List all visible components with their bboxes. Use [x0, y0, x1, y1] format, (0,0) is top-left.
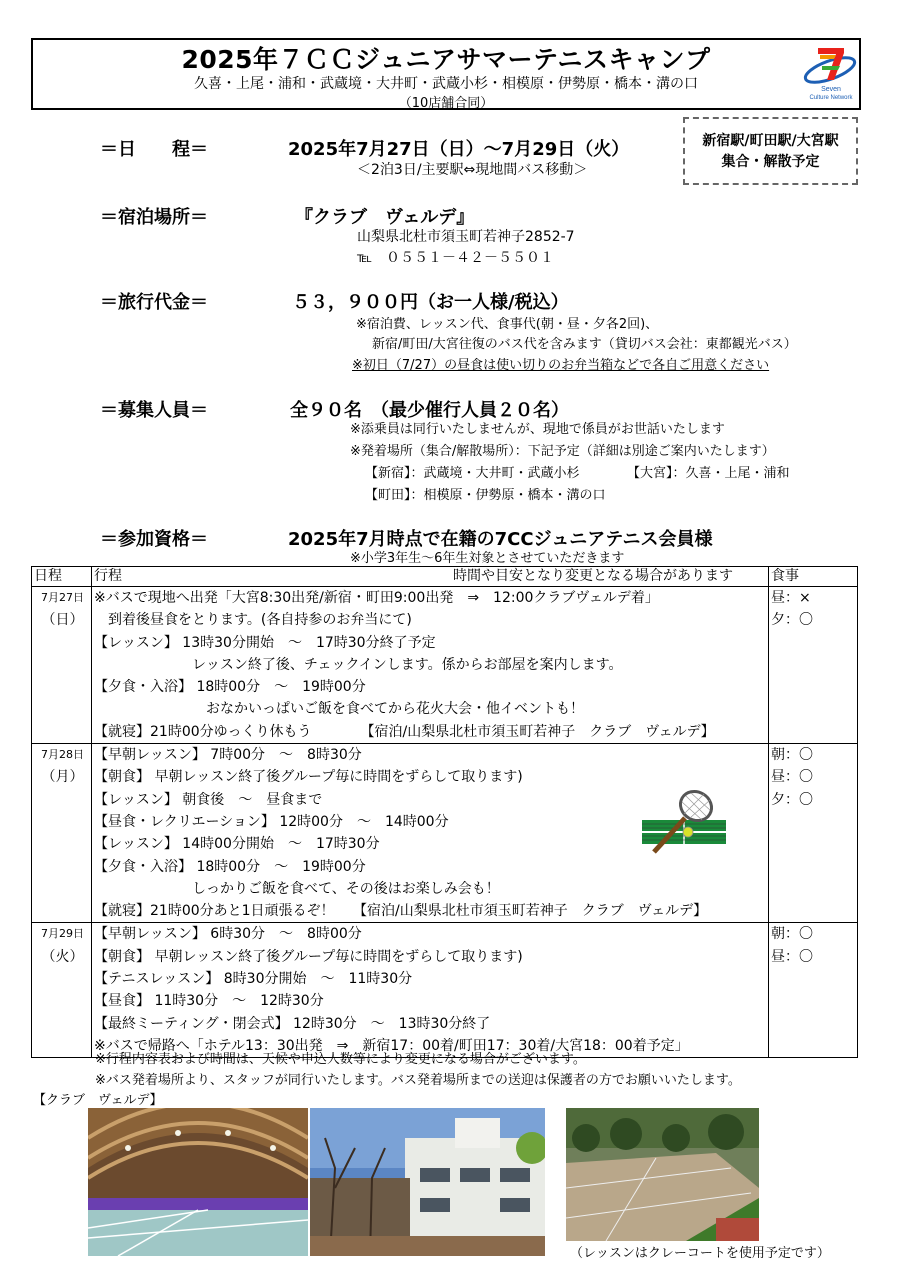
fee-note-1: ※宿泊費、レッスン代、食事代(朝・昼・夕各2回)、: [356, 317, 659, 332]
capacity-value: 全９０名 （最少催行人員２０名）: [290, 400, 569, 421]
lodging-name: 『クラブ ヴェルデ』: [295, 207, 475, 228]
store-list: 久喜・上尾・浦和・武蔵境・大井町・武蔵小杉・相模原・伊勢原・橋本・溝の口: [194, 76, 698, 92]
header-itinerary-label: 行程: [94, 568, 122, 584]
itinerary-line: ※バスで現地へ出発「大宮8:30出発/新宿・町田9:00出発 ⇒ 12:00クラブヴェルデ着」: [94, 590, 659, 606]
schedule-note: ＜2泊3日/主要駅⇔現地間バス移動＞: [357, 162, 588, 178]
day2-date: 7月28日: [41, 748, 84, 762]
meeting-note: 集合・解散予定: [721, 154, 820, 170]
itinerary-line: 【朝食】 早朝レッスン終了後グループ毎に時間をずらして取ります): [94, 769, 523, 786]
header-itinerary: [92, 567, 769, 587]
meal-item: 朝：〇: [771, 747, 813, 764]
photo-caption: （レッスンはクレーコートを使用予定です）: [570, 1246, 830, 1261]
capacity-label: ＝募集人員＝: [100, 400, 208, 421]
day1-dow: （日）: [41, 612, 84, 629]
eligibility-label: ＝参加資格＝: [100, 529, 208, 550]
store-count-note: （10店舗合同）: [398, 96, 494, 111]
itinerary-line: おなかいっぱいご飯を食べてから花火大会・他イベントも！: [94, 701, 584, 718]
logo-text-network: Culture Network: [809, 95, 853, 101]
eligibility-note: ※小学3年生～6年生対象とさせていただきます: [350, 551, 625, 566]
meal-item: 夕：〇: [771, 791, 813, 808]
itinerary-line: 【夕食・入浴】 18時00分 ～ 19時00分: [94, 858, 366, 875]
logo-text-seven: Seven: [821, 86, 841, 93]
meeting-stations: 新宿駅/町田駅/大宮駅: [702, 133, 839, 149]
itinerary-line: 【早朝レッスン】 7時00分 ～ 8時30分: [94, 747, 362, 764]
itinerary-line: 【夕食・入浴】 18時00分 ～ 19時00分: [94, 679, 366, 696]
itinerary-line: 【最終ミーティング・閉会式】 12時30分 ～ 13時30分終了: [94, 1015, 491, 1032]
day3-dow: （火）: [41, 948, 84, 965]
meal-item: 朝：〇: [771, 926, 813, 943]
itinerary-line: 【レッスン】 13時30分開始 ～ 17時30分終了予定: [94, 634, 436, 651]
lodging-label: ＝宿泊場所＝: [100, 207, 208, 228]
table-row-day1: [32, 587, 858, 744]
day1-itinerary: [92, 587, 769, 744]
clay-courts-photo: [566, 1108, 759, 1241]
meal-item: 昼：〇: [771, 769, 813, 786]
page-title: 2025年７ＣＣジュニアサマーテニスキャンプ: [181, 45, 711, 74]
seven-culture-network-logo: [800, 44, 862, 104]
meal-item: 昼：〇: [771, 948, 813, 965]
itinerary-line: 【就寝】21時00分あと1日頑張るぞ！ 【宿泊/山梨県北杜市須玉町若神子 クラブ ヴェルデ】: [94, 903, 708, 920]
indoor-court-photo: [88, 1108, 308, 1256]
schedule-dates: 2025年7月27日（日）～7月29日（火）: [288, 139, 630, 160]
table-row-day2: [32, 744, 858, 923]
pickup-shinjuku: 【新宿】：武蔵境・大井町・武蔵小杉: [365, 466, 580, 481]
day3-date-cell: [32, 923, 92, 1058]
logo-icon: [800, 44, 862, 104]
tennis-racket-icon: [638, 788, 730, 856]
fee-note-3: ※初日（7/27）の昼食は使い切りのお弁当箱などで各自ご用意ください: [352, 358, 770, 373]
header-meal: 食事: [769, 567, 858, 587]
day2-date-cell: [32, 744, 92, 923]
day1-date-cell: [32, 587, 92, 744]
table-header-row: [32, 567, 858, 587]
day1-date: 7月27日: [41, 591, 84, 604]
itinerary-line: 【レッスン】 14時00分開始 ～ 17時30分: [94, 836, 380, 853]
itinerary-line: 【昼食】 11時30分 ～ 12時30分: [94, 993, 324, 1010]
itinerary-line: 【就寝】21時00分ゆっくり休もう 【宿泊/山梨県北杜市須玉町若神子 クラブ ヴェルデ】: [94, 723, 715, 740]
day2-itinerary: [92, 744, 769, 923]
day2-dow: （月）: [41, 769, 84, 786]
pickup-machida: 【町田】：相模原・伊勢原・橋本・溝の口: [365, 488, 606, 503]
lodging-address: 山梨県北杜市須玉町若神子2852-7: [357, 229, 575, 245]
day3-meals: [769, 923, 858, 1058]
eligibility-value: 2025年7月時点で在籍の7CCジュニアテニス会員様: [288, 529, 713, 550]
footer-note-2: ※バス発着場所より、スタッフが同行いたします。バス発着場所までの送迎は保護者の方でお願いいたします。: [95, 1073, 741, 1088]
meeting-station-box: [683, 117, 858, 185]
photos-label: 【クラブ ヴェルデ】: [33, 1093, 163, 1108]
itinerary-line: ※バスで帰路へ「ホテル13：30出発 ⇒ 新宿17：00着/町田17：30着/大宮18：00着予定」: [94, 1037, 689, 1054]
itinerary-line: 到着後昼食をとります。(各自持参のお弁当にて): [94, 612, 412, 629]
meal-item: 昼：×: [771, 590, 811, 606]
footer-note-1: ※行程内容表および時間は、天候や申込人数等により変更になる場合がございます。: [95, 1052, 586, 1067]
hotel-building-photo: [310, 1108, 545, 1256]
fee-value: ５３，９００円（お一人様/税込）: [292, 292, 569, 313]
itinerary-line: 【テニスレッスン】 8時30分開始 ～ 11時30分: [94, 971, 413, 988]
capacity-note-2: ※発着場所（集合/解散場所）：下記予定（詳細は別途ご案内いたします）: [350, 444, 775, 459]
meal-item: 夕：〇: [771, 612, 813, 629]
day2-meals: [769, 744, 858, 923]
day1-meals: [769, 587, 858, 744]
day3-date: 7月29日: [41, 927, 84, 941]
day3-itinerary: [92, 923, 769, 1058]
itinerary-line: 【朝食】 早朝レッスン終了後グループ毎に時間をずらして取ります): [94, 948, 523, 965]
lodging-tel: ℡ ０５５１－４２－５５０１: [357, 250, 555, 266]
itinerary-line: 【昼食・レクリエーション】 12時00分 ～ 14時00分: [94, 813, 449, 830]
schedule-label: ＝日 程＝: [100, 139, 208, 160]
header-notice: 時間や目安となり変更となる場合があります: [453, 568, 733, 584]
header-date: 日程: [32, 567, 92, 587]
itinerary-line: 【レッスン】 朝食後 ～ 昼食まで: [94, 791, 323, 808]
itinerary-table: [31, 566, 858, 1058]
table-row-day3: [32, 923, 858, 1058]
itinerary-line: しっかりご飯を食べて、その後はお楽しみ会も！: [94, 880, 500, 897]
itinerary-line: 【早朝レッスン】 6時30分 ～ 8時00分: [94, 926, 362, 943]
capacity-note-1: ※添乗員は同行いたしませんが、現地で係員がお世話いたします: [350, 422, 725, 437]
itinerary-line: レッスン終了後、チェックインします。係からお部屋を案内します。: [94, 656, 623, 673]
fee-label: ＝旅行代金＝: [100, 292, 208, 313]
fee-note-2: 新宿/町田/大宮往復のバス代を含みます（貸切バス会社：東都観光バス）: [372, 337, 797, 352]
pickup-omiya: 【大宮】：久喜・上尾・浦和: [627, 466, 790, 481]
